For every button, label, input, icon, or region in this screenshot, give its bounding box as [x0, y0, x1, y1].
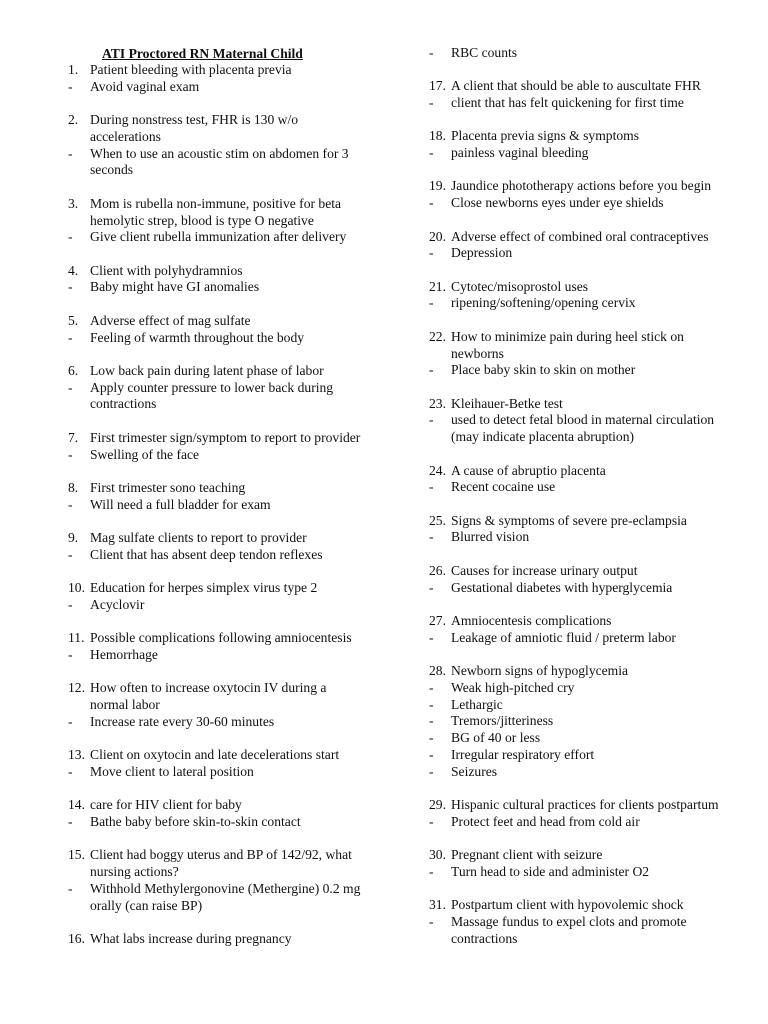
answer-line — [68, 279, 368, 296]
question-line — [68, 480, 368, 497]
answer-text: Give client rubella immunization after delivery — [90, 229, 347, 245]
bullet-dash: - — [429, 629, 434, 645]
answer-line — [429, 814, 729, 831]
question-text: A client that should be able to auscultate FHR — [451, 78, 701, 94]
answer-line — [68, 146, 368, 180]
question-number: 1. — [68, 62, 79, 77]
question-text: Postpartum client with hypovolemic shock — [451, 897, 684, 913]
answer-line — [68, 881, 368, 915]
answer-text: Feeling of warmth throughout the body — [90, 329, 305, 345]
question-line — [68, 112, 368, 146]
question-text: Adverse effect of combined oral contraceptives — [451, 228, 709, 244]
answer-line — [429, 747, 729, 764]
question-text: Education for herpes simplex virus type 2 — [90, 580, 318, 596]
bullet-dash: - — [429, 713, 434, 729]
question-line — [429, 663, 729, 680]
question-text: Adverse effect of mag sulfate — [90, 312, 251, 328]
question-text: How to minimize pain during heel stick on newborns — [451, 328, 684, 361]
answer-text: Recent cocaine use — [451, 479, 556, 495]
question-number: 12. — [68, 680, 85, 696]
question-line — [68, 430, 368, 447]
right-question-list — [429, 78, 729, 947]
answer-line — [429, 95, 729, 112]
question-line — [68, 680, 368, 714]
bullet-dash: - — [429, 195, 434, 211]
question-number: 31. — [429, 897, 446, 913]
answer-text: Bathe baby before skin-to-skin contact — [90, 814, 301, 829]
question-text: Kleihauer-Betke test — [451, 395, 563, 411]
bullet-dash: - — [429, 45, 434, 60]
question-line — [68, 747, 368, 764]
left-question-list — [68, 62, 368, 948]
question-item — [429, 513, 729, 547]
bullet-dash: - — [429, 145, 434, 161]
question-item — [68, 680, 368, 730]
bullet-dash: - — [68, 279, 73, 295]
question-item — [68, 797, 368, 831]
question-text: Patient bleeding with placenta previa — [90, 62, 292, 77]
question-number: 22. — [429, 328, 446, 344]
bullet-dash: - — [68, 145, 73, 161]
question-item — [68, 112, 368, 179]
bullet-dash: - — [429, 913, 434, 929]
answer-text: Will need a full bladder for exam — [90, 496, 271, 512]
question-text: Jaundice phototherapy actions before you begin — [451, 178, 712, 194]
question-text: Low back pain during latent phase of labor — [90, 362, 324, 378]
answer-text: Tremors/jitteriness — [451, 713, 554, 729]
answer-line — [429, 680, 729, 697]
question-line — [429, 797, 729, 814]
question-item — [429, 463, 729, 497]
answer-text: Avoid vaginal exam — [90, 78, 200, 94]
question-line — [68, 530, 368, 547]
answer-line — [68, 764, 368, 781]
question-text: Mag sulfate clients to report to provider — [90, 529, 307, 545]
bullet-dash: - — [429, 813, 434, 829]
right-column — [429, 45, 729, 964]
question-item — [68, 630, 368, 664]
question-number: 3. — [68, 195, 79, 211]
question-item — [68, 847, 368, 914]
bullet-dash: - — [429, 529, 434, 545]
question-text: Hispanic cultural practices for clients postpartum — [451, 797, 719, 812]
question-line — [429, 229, 729, 246]
question-text: Client on oxytocin and late decelerations start — [90, 747, 340, 763]
question-item — [68, 363, 368, 413]
answer-text: Close newborns eyes under eye shields — [451, 195, 664, 211]
answer-text: Place baby skin to skin on mother — [451, 362, 636, 378]
question-line — [429, 847, 729, 864]
answer-text: Weak high-pitched cry — [451, 679, 575, 695]
left-column — [68, 45, 368, 964]
answer-text: Irregular respiratory effort — [451, 746, 595, 762]
answer-line — [429, 529, 729, 546]
question-line — [68, 797, 368, 814]
question-number: 8. — [68, 479, 79, 495]
bullet-dash: - — [68, 814, 73, 829]
question-line — [429, 396, 729, 413]
question-item — [429, 797, 729, 831]
question-line — [68, 313, 368, 330]
question-line — [429, 463, 729, 480]
answer-text: Depression — [451, 245, 513, 261]
bullet-dash: - — [68, 78, 73, 94]
question-text: Signs & symptoms of severe pre-eclampsia — [451, 512, 687, 528]
question-text: What labs increase during pregnancy — [90, 930, 292, 946]
answer-line — [68, 79, 368, 96]
bullet-dash: - — [68, 596, 73, 612]
answer-text: Acyclovir — [90, 596, 145, 612]
bullet-dash: - — [429, 863, 434, 879]
question-line — [429, 613, 729, 630]
bullet-dash: - — [429, 730, 434, 746]
bullet-dash: - — [68, 763, 73, 779]
bullet-dash: - — [429, 479, 434, 495]
answer-line — [68, 714, 368, 731]
question-item — [68, 580, 368, 614]
question-number: 2. — [68, 112, 79, 128]
question-item — [429, 178, 729, 212]
answer-text: Increase rate every 30-60 minutes — [90, 713, 275, 729]
answer-line — [429, 295, 729, 312]
question-text: During nonstress test, FHR is 130 w/o accelerations — [90, 112, 299, 144]
question-number: 21. — [429, 278, 446, 294]
question-number: 13. — [68, 747, 85, 763]
question-item — [429, 847, 729, 881]
question-item — [429, 563, 729, 597]
bullet-dash: - — [429, 295, 434, 311]
question-text: Causes for increase urinary output — [451, 562, 638, 578]
question-line — [68, 196, 368, 230]
question-item — [68, 747, 368, 781]
answer-line — [68, 380, 368, 414]
question-number: 23. — [429, 395, 446, 411]
question-text: Mom is rubella non-immune, positive for beta hemolytic strep, blood is type O negative — [90, 195, 342, 228]
answer-text: Move client to lateral position — [90, 763, 254, 779]
answer-line — [68, 229, 368, 246]
question-line — [429, 178, 729, 195]
question-number: 10. — [68, 580, 85, 596]
answer-text: Gestational diabetes with hyperglycemia — [451, 579, 673, 595]
answer-line — [429, 764, 729, 781]
question-number: 16. — [68, 930, 85, 946]
question-item — [429, 897, 729, 947]
answer-text: painless vaginal bleeding — [451, 145, 589, 161]
question-item — [68, 263, 368, 297]
question-item — [429, 396, 729, 446]
question-line — [68, 847, 368, 881]
question-item — [429, 663, 729, 781]
answer-line — [429, 697, 729, 714]
answer-line — [429, 362, 729, 379]
question-item — [429, 329, 729, 379]
answer-text: Apply counter pressure to lower back during contractions — [90, 379, 334, 412]
question-line — [429, 513, 729, 530]
answer-line — [429, 45, 729, 62]
answer-line — [429, 630, 729, 647]
question-line — [68, 580, 368, 597]
question-item — [68, 313, 368, 347]
question-line — [429, 329, 729, 363]
bullet-dash: - — [68, 229, 73, 245]
answer-line — [429, 914, 729, 948]
question-number: 4. — [68, 262, 79, 278]
question-item — [429, 128, 729, 162]
question-item — [68, 430, 368, 464]
question-line — [68, 62, 368, 79]
question-number: 24. — [429, 462, 446, 478]
question-text: care for HIV client for baby — [90, 797, 242, 813]
question-item — [429, 279, 729, 313]
answer-text: Client that has absent deep tendon reflexes — [90, 546, 323, 562]
question-item — [68, 530, 368, 564]
bullet-dash: - — [68, 379, 73, 395]
question-number: 9. — [68, 529, 79, 545]
bullet-dash: - — [429, 746, 434, 762]
question-line — [429, 128, 729, 145]
question-item — [68, 931, 368, 948]
question-text: First trimester sono teaching — [90, 479, 246, 495]
answer-line — [68, 647, 368, 664]
answer-line — [429, 730, 729, 747]
document-title: ATI Proctored RN Maternal Child — [102, 46, 303, 61]
question-number: 29. — [429, 797, 446, 812]
answer-text: BG of 40 or less — [451, 730, 541, 746]
question-text: Placenta previa signs & symptoms — [451, 128, 640, 144]
continued-answers — [429, 45, 729, 62]
answer-line — [429, 245, 729, 262]
question-number: 14. — [68, 797, 85, 813]
question-number: 26. — [429, 562, 446, 578]
answer-text: Turn head to side and administer O2 — [451, 863, 650, 879]
answer-line — [429, 479, 729, 496]
question-number: 20. — [429, 228, 446, 244]
answer-line — [429, 864, 729, 881]
question-number: 11. — [68, 630, 85, 646]
answer-line — [429, 580, 729, 597]
answer-line — [68, 814, 368, 831]
question-text: Cytotec/misoprostol uses — [451, 278, 589, 294]
bullet-dash: - — [429, 579, 434, 595]
question-item — [429, 229, 729, 263]
question-line — [429, 279, 729, 296]
answer-line — [429, 412, 729, 446]
question-item — [429, 78, 729, 112]
answer-line — [429, 713, 729, 730]
answer-text: Withhold Methylergonovine (Methergine) 0.2 mg orally (can raise BP) — [90, 880, 361, 913]
answer-text: client that has felt quickening for first time — [451, 95, 684, 111]
bullet-dash: - — [429, 95, 434, 111]
question-number: 25. — [429, 512, 446, 528]
bullet-dash: - — [68, 880, 73, 896]
question-number: 18. — [429, 128, 446, 144]
answer-text: RBC counts — [451, 45, 518, 60]
bullet-dash: - — [429, 679, 434, 695]
answer-line — [68, 497, 368, 514]
answer-line — [429, 145, 729, 162]
answer-text: Swelling of the face — [90, 446, 200, 462]
answer-text: Baby might have GI anomalies — [90, 279, 260, 295]
question-text: Possible complications following amniocentesis — [90, 630, 352, 646]
answer-text: Massage fundus to expel clots and promote contractions — [451, 913, 687, 946]
question-number: 15. — [68, 847, 85, 863]
question-text: How often to increase oxytocin IV during a normal labor — [90, 680, 327, 713]
answer-text: Leakage of amniotic fluid / preterm labor — [451, 629, 676, 645]
question-number: 7. — [68, 429, 79, 445]
bullet-dash: - — [68, 646, 73, 662]
question-line — [68, 630, 368, 647]
bullet-dash: - — [68, 496, 73, 512]
answer-text: Lethargic — [451, 696, 503, 712]
question-number: 6. — [68, 362, 79, 378]
answer-text: When to use an acoustic stim on abdomen for 3 seconds — [90, 145, 349, 178]
question-item — [68, 196, 368, 246]
question-line — [429, 563, 729, 580]
answer-text: Blurred vision — [451, 529, 530, 545]
question-text: Client with polyhydramnios — [90, 262, 243, 278]
bullet-dash: - — [429, 412, 434, 428]
answer-line — [68, 597, 368, 614]
answer-line — [68, 547, 368, 564]
bullet-dash: - — [68, 546, 73, 562]
question-text: Amniocentesis complications — [451, 612, 612, 628]
question-text: Client had boggy uterus and BP of 142/92, what nursing actions? — [90, 847, 352, 880]
answer-line — [68, 330, 368, 347]
question-item — [68, 480, 368, 514]
question-number: 30. — [429, 847, 446, 863]
answer-text: ripening/softening/opening cervix — [451, 295, 636, 311]
question-line — [68, 263, 368, 280]
question-number: 17. — [429, 78, 446, 94]
bullet-dash: - — [429, 362, 434, 378]
question-text: Pregnant client with seizure — [451, 847, 603, 863]
answer-text: used to detect fetal blood in maternal circulation (may indicate placenta abruption) — [451, 412, 715, 445]
question-line — [68, 931, 368, 948]
answer-line — [429, 195, 729, 212]
bullet-dash: - — [429, 763, 434, 779]
question-line — [429, 78, 729, 95]
bullet-dash: - — [68, 713, 73, 729]
question-text: First trimester sign/symptom to report to provider — [90, 429, 361, 445]
answer-text: Hemorrhage — [90, 646, 158, 662]
question-number: 5. — [68, 312, 79, 328]
bullet-dash: - — [429, 245, 434, 261]
question-number: 19. — [429, 178, 446, 194]
bullet-dash: - — [429, 696, 434, 712]
question-text: Newborn signs of hypoglycemia — [451, 662, 629, 678]
question-number: 27. — [429, 612, 446, 628]
bullet-dash: - — [68, 329, 73, 345]
answer-text: Seizures — [451, 763, 498, 779]
question-item — [68, 62, 368, 96]
answer-text: Protect feet and head from cold air — [451, 813, 640, 829]
question-item — [429, 613, 729, 647]
bullet-dash: - — [68, 446, 73, 462]
answer-line — [68, 447, 368, 464]
question-text: A cause of abruptio placenta — [451, 462, 606, 478]
question-line — [429, 897, 729, 914]
question-line — [68, 363, 368, 380]
question-number: 28. — [429, 662, 446, 678]
